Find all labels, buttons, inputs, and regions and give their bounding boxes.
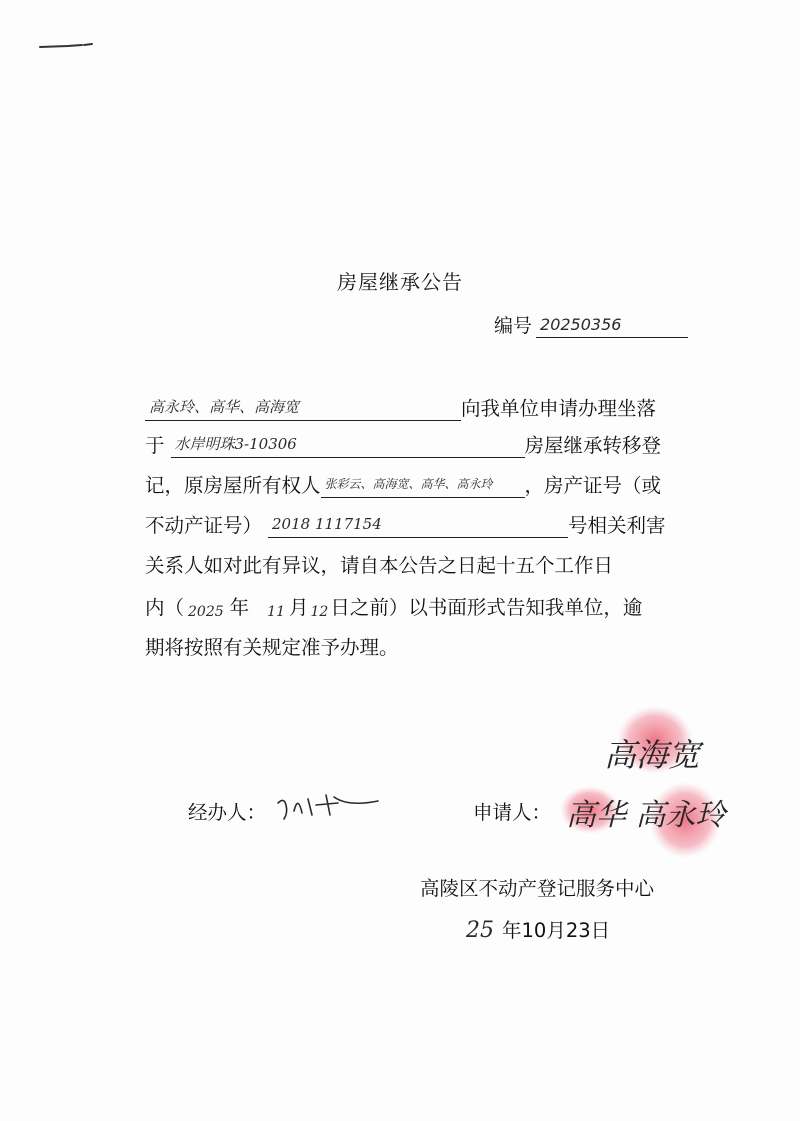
handler-label: 经办人：	[188, 801, 267, 824]
body-line-5: 关系人如对此有异议，请自本公告之日起十五个工作日	[145, 554, 614, 577]
applicant-signature-lower: 高华 高永玲	[566, 798, 726, 833]
body-line-2-prefix: 于	[145, 434, 165, 457]
body-line-1-text: 向我单位申请办理坐落	[461, 397, 657, 420]
notice-date-rest: 年10月23日	[502, 919, 611, 942]
body-line-3	[145, 470, 661, 498]
deadline-year: 2025	[188, 604, 224, 620]
notice-title: 房屋继承公告	[337, 270, 463, 294]
notice-date-year: 25	[466, 918, 494, 943]
body-line-2-text: 房屋继承转移登	[524, 434, 662, 457]
body-line-3-text: ，房产证号（或	[524, 474, 662, 497]
applicant-names-blank: 高永玲、高华、高海宽	[145, 394, 461, 421]
corner-pen-mark	[38, 42, 94, 50]
handler-signature	[268, 785, 388, 825]
issuing-organization: 高陵区不动产登记服务中心	[420, 877, 655, 900]
body-line-3-prefix: 记，原房屋所有权人	[145, 474, 321, 497]
body-line-6-open: 内（	[145, 596, 185, 619]
body-line-7: 期将按照有关规定准予办理。	[145, 636, 399, 659]
red-fingerprint-seal	[560, 700, 740, 870]
applicant-label: 申请人：	[473, 801, 552, 824]
body-line-4	[145, 510, 666, 538]
body-line-2	[145, 430, 661, 458]
body-line-6	[145, 592, 642, 620]
notice-date	[466, 915, 610, 943]
body-line-4-prefix: 不动产证号）	[145, 514, 263, 537]
applicant-signature-upper: 高海宽	[604, 736, 701, 774]
property-location-blank: 水岸明珠3-10306	[171, 431, 525, 458]
certificate-number-blank: 2018 1117154	[268, 511, 568, 538]
original-owners-blank: 张彩云、高海宽、高华、高永玲	[321, 471, 525, 498]
body-line-6-rest: 日之前）以书面形式告知我单位，逾	[330, 596, 643, 619]
document-number-value: 20250356	[536, 313, 688, 338]
document-number-label: 编号	[494, 315, 533, 337]
body-line-4-text: 号相关利害	[568, 514, 666, 537]
deadline-month-unit: 月	[289, 596, 309, 619]
document-number	[494, 311, 688, 338]
deadline-year-unit: 年	[229, 596, 250, 619]
deadline-day: 12	[310, 604, 329, 620]
body-line-1	[145, 393, 656, 421]
deadline-month: 11	[267, 604, 285, 620]
